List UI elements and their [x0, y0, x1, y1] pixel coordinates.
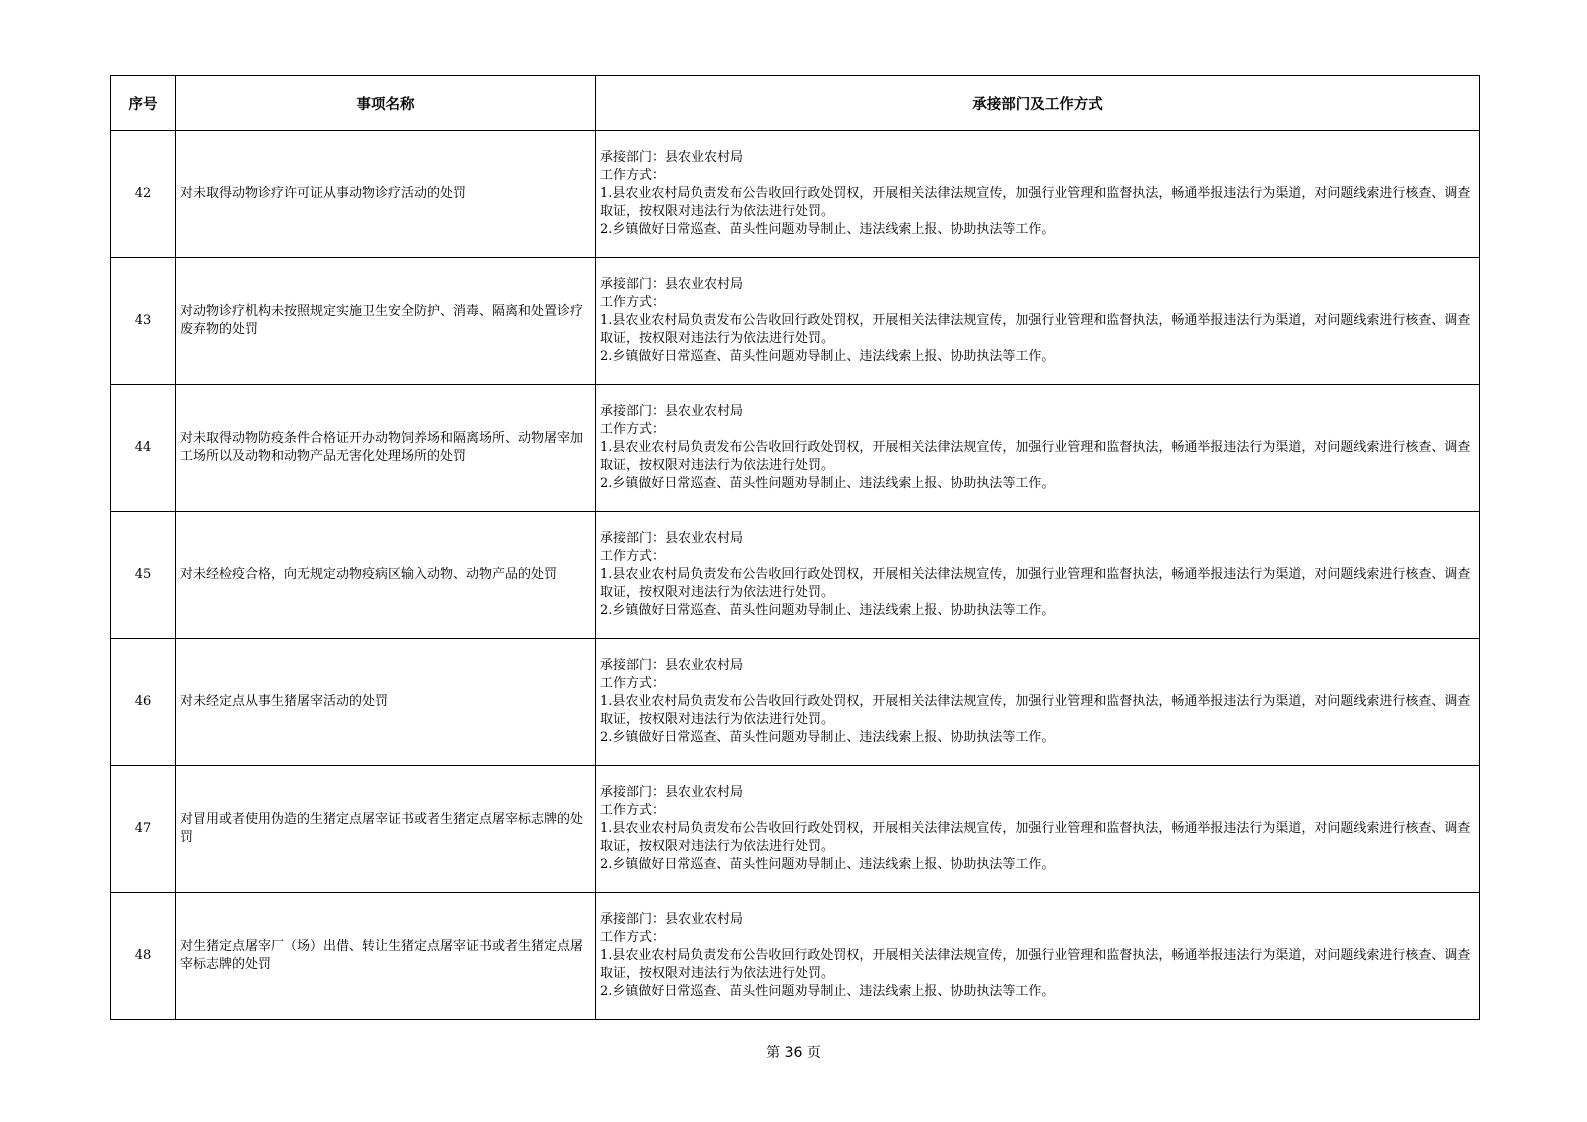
- department-line: 承接部门：县农业农村局: [600, 150, 744, 165]
- method-step-2: 2.乡镇做好日常巡查、苗头性问题劝导制止、违法线索上报、协助执法等工作。: [600, 857, 1055, 872]
- method-step-1: 1.县农业农村局负责发布公告收回行政处罚权，开展相关法律法规宣传，加强行业管理和监督执法，畅通举报违法行为渠道，对问题线索进行核查、调查取证，按权限对违法行为依法进行处罚。: [600, 821, 1471, 854]
- method-step-2: 2.乡镇做好日常巡查、苗头性问题劝导制止、违法线索上报、协助执法等工作。: [600, 730, 1055, 745]
- department-line: 承接部门：县农业农村局: [600, 531, 744, 546]
- work-method: [596, 131, 1480, 258]
- method-label: 工作方式：: [600, 930, 666, 945]
- method-step-2: 2.乡镇做好日常巡查、苗头性问题劝导制止、违法线索上报、协助执法等工作。: [600, 349, 1055, 364]
- work-method: [596, 639, 1480, 766]
- row-number: 47: [111, 766, 176, 893]
- matter-name: 对未经定点从事生猪屠宰活动的处罚: [176, 639, 596, 766]
- work-method: [596, 893, 1480, 1020]
- header-method: 承接部门及工作方式: [596, 76, 1480, 131]
- table-row: [111, 893, 1480, 1020]
- method-label: 工作方式：: [600, 676, 666, 691]
- row-number: 43: [111, 258, 176, 385]
- page-number: 第 36 页: [766, 1045, 821, 1061]
- method-step-1: 1.县农业农村局负责发布公告收回行政处罚权，开展相关法律法规宣传，加强行业管理和监督执法，畅通举报违法行为渠道，对问题线索进行核查、调查取证，按权限对违法行为依法进行处罚。: [600, 186, 1471, 219]
- table-row: [111, 766, 1480, 893]
- header-num: 序号: [111, 76, 176, 131]
- method-step-2: 2.乡镇做好日常巡查、苗头性问题劝导制止、违法线索上报、协助执法等工作。: [600, 984, 1055, 999]
- matter-name: 对未取得动物诊疗许可证从事动物诊疗活动的处罚: [176, 131, 596, 258]
- department-line: 承接部门：县农业农村局: [600, 912, 744, 927]
- table-row: [111, 385, 1480, 512]
- method-step-1: 1.县农业农村局负责发布公告收回行政处罚权，开展相关法律法规宣传，加强行业管理和监督执法，畅通举报违法行为渠道，对问题线索进行核查、调查取证，按权限对违法行为依法进行处罚。: [600, 948, 1471, 981]
- table-row: [111, 639, 1480, 766]
- method-step-1: 1.县农业农村局负责发布公告收回行政处罚权，开展相关法律法规宣传，加强行业管理和监督执法，畅通举报违法行为渠道，对问题线索进行核查、调查取证，按权限对违法行为依法进行处罚。: [600, 694, 1471, 727]
- department-line: 承接部门：县农业农村局: [600, 785, 744, 800]
- method-step-2: 2.乡镇做好日常巡查、苗头性问题劝导制止、违法线索上报、协助执法等工作。: [600, 222, 1055, 237]
- matter-name: 对冒用或者使用伪造的生猪定点屠宰证书或者生猪定点屠宰标志牌的处罚: [176, 766, 596, 893]
- method-step-2: 2.乡镇做好日常巡查、苗头性问题劝导制止、违法线索上报、协助执法等工作。: [600, 476, 1055, 491]
- method-label: 工作方式：: [600, 549, 666, 564]
- method-step-2: 2.乡镇做好日常巡查、苗头性问题劝导制止、违法线索上报、协助执法等工作。: [600, 603, 1055, 618]
- row-number: 44: [111, 385, 176, 512]
- matters-table: [110, 75, 1480, 1020]
- table-row: [111, 258, 1480, 385]
- header-row: [111, 76, 1480, 131]
- work-method: [596, 385, 1480, 512]
- matter-name: 对动物诊疗机构未按照规定实施卫生安全防护、消毒、隔离和处置诊疗废弃物的处罚: [176, 258, 596, 385]
- row-number: 46: [111, 639, 176, 766]
- method-label: 工作方式：: [600, 803, 666, 818]
- method-step-1: 1.县农业农村局负责发布公告收回行政处罚权，开展相关法律法规宣传，加强行业管理和监督执法，畅通举报违法行为渠道，对问题线索进行核查、调查取证，按权限对违法行为依法进行处罚。: [600, 567, 1471, 600]
- row-number: 45: [111, 512, 176, 639]
- row-number: 48: [111, 893, 176, 1020]
- table-row: [111, 131, 1480, 258]
- method-label: 工作方式：: [600, 168, 666, 183]
- method-step-1: 1.县农业农村局负责发布公告收回行政处罚权，开展相关法律法规宣传，加强行业管理和监督执法，畅通举报违法行为渠道，对问题线索进行核查、调查取证，按权限对违法行为依法进行处罚。: [600, 440, 1471, 473]
- work-method: [596, 766, 1480, 893]
- department-line: 承接部门：县农业农村局: [600, 277, 744, 292]
- department-line: 承接部门：县农业农村局: [600, 404, 744, 419]
- method-label: 工作方式：: [600, 422, 666, 437]
- matter-name: 对生猪定点屠宰厂（场）出借、转让生猪定点屠宰证书或者生猪定点屠宰标志牌的处罚: [176, 893, 596, 1020]
- matter-name: 对未经检疫合格，向无规定动物疫病区输入动物、动物产品的处罚: [176, 512, 596, 639]
- work-method: [596, 258, 1480, 385]
- method-label: 工作方式：: [600, 295, 666, 310]
- header-name: 事项名称: [176, 76, 596, 131]
- method-step-1: 1.县农业农村局负责发布公告收回行政处罚权，开展相关法律法规宣传，加强行业管理和监督执法，畅通举报违法行为渠道，对问题线索进行核查、调查取证，按权限对违法行为依法进行处罚。: [600, 313, 1471, 346]
- table-row: [111, 512, 1480, 639]
- matter-name: 对未取得动物防疫条件合格证开办动物饲养场和隔离场所、动物屠宰加工场所以及动物和动物产品无害化处理场所的处罚: [176, 385, 596, 512]
- row-number: 42: [111, 131, 176, 258]
- department-line: 承接部门：县农业农村局: [600, 658, 744, 673]
- work-method: [596, 512, 1480, 639]
